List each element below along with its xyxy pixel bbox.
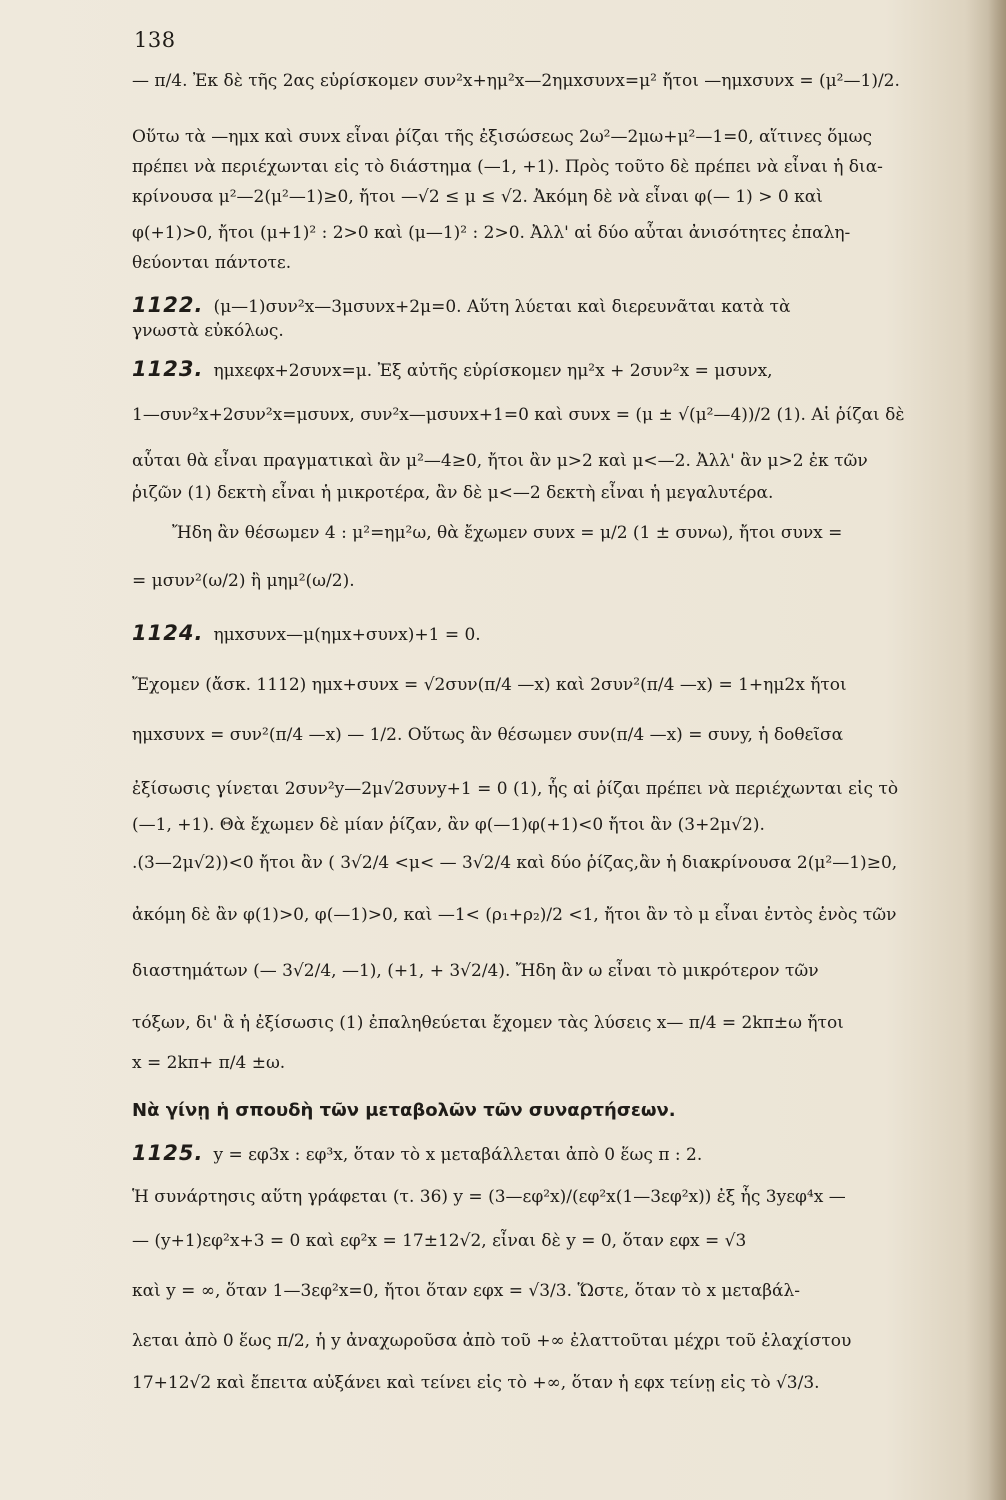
problem-1124 xyxy=(132,622,970,646)
problem-1123 xyxy=(132,358,970,382)
page-edge-shadow xyxy=(988,0,1006,1500)
text-line: καὶ y = ∞, ὅταν 1—3εφ²x=0, ἤτοι ὅταν εφx = √3/3. Ὥστε, ὅταν τὸ x μεταβάλ- xyxy=(132,1281,801,1301)
problem-number: 1124. xyxy=(132,621,204,645)
text-line: γνωστὰ εὐκόλως. xyxy=(132,321,284,341)
problem-number: 1122. xyxy=(132,293,204,317)
text-line: .(3—2μ√2))<0 ἤτοι ἂν ( 3√2/4 <μ< — 3√2/4 καὶ δύο ῥίζας,ἂν ἡ διακρίνουσα 2(μ²—1)≥0, xyxy=(132,853,898,873)
text-line: (μ—1)συν²x—3μσυνx+2μ=0. Αὕτη λύεται καὶ διερευνᾶται κατὰ τὰ xyxy=(213,297,791,317)
text-line: πρέπει νὰ περιέχωνται εἰς τὸ διάστημα (—1, +1). Πρὸς τοῦτο δὲ πρέπει νὰ εἶναι ἡ δια- xyxy=(132,157,883,177)
text-line: x = 2kπ+ π/4 ±ω. xyxy=(132,1053,286,1073)
text-line: ημxσυνx = συν²(π/4 —x) — 1/2. Οὕτως ἂν θέσωμεν συν(π/4 —x) = συνy, ἡ δοθεῖσα xyxy=(132,725,844,745)
text-line: = μσυν²(ω/2) ἢ μημ²(ω/2). xyxy=(132,571,355,591)
problem-1122 xyxy=(132,294,970,318)
problem-number: 1123. xyxy=(132,357,204,381)
text-line: λεται ἀπὸ 0 ἕως π/2, ἡ y ἀναχωροῦσα ἀπὸ τοῦ +∞ ἐλαττοῦται μέχρι τοῦ ἐλαχίστου xyxy=(132,1331,852,1351)
text-line: αὗται θὰ εἶναι πραγματικαὶ ἂν μ²—4≥0, ἤτοι ἂν μ>2 καὶ μ<—2. Ἀλλ' ἂν μ>2 ἐκ τῶν xyxy=(132,451,868,471)
text-line: διαστημάτων (— 3√2/4, —1), (+1, + 3√2/4). Ἤδη ἂν ω εἶναι τὸ μικρότερον τῶν xyxy=(132,961,819,981)
text-line: y = εφ3x : εφ³x, ὅταν τὸ x μεταβάλλεται ἀπὸ 0 ἕως π : 2. xyxy=(213,1145,703,1165)
text-line: ῥιζῶν (1) δεκτὴ εἶναι ἡ μικροτέρα, ἂν δὲ μ<—2 δεκτὴ εἶναι ἡ μεγαλυτέρα. xyxy=(132,483,774,503)
section-heading: Νὰ γίνῃ ἡ σπουδὴ τῶν μεταβολῶν τῶν συναρτήσεων. xyxy=(132,1100,676,1121)
text-line: ἐξίσωσις γίνεται 2συν²y—2μ√2συνy+1 = 0 (1), ἧς αἱ ῥίζαι πρέπει νὰ περιέχωνται εἰς τὸ xyxy=(132,779,899,799)
text-line: 17+12√2 καὶ ἔπειτα αὐξάνει καὶ τείνει εἰς τὸ +∞, ὅταν ἡ εφx τείνῃ εἰς τὸ √3/3. xyxy=(132,1373,820,1393)
text-line: φ(+1)>0, ἤτοι (μ+1)² : 2>0 καὶ (μ—1)² : 2>0. Ἀλλ' αἱ δύο αὗται ἀνισότητες ἐπαλη- xyxy=(132,223,851,243)
text-line: ημxεφx+2συνx=μ. Ἐξ αὐτῆς εὑρίσκομεν ημ²x + 2συν²x = μσυνx, xyxy=(213,361,773,381)
problem-1125 xyxy=(132,1142,970,1166)
text-line: (—1, +1). Θὰ ἔχωμεν δὲ μίαν ῥίζαν, ἂν φ(—1)φ(+1)<0 ἤτοι ἂν (3+2μ√2). xyxy=(132,815,765,835)
text-line: θεύονται πάντοτε. xyxy=(132,253,292,273)
text-line: Οὕτω τὰ —ημx καὶ συνx εἶναι ῥίζαι τῆς ἐξισώσεως 2ω²—2μω+μ²—1=0, αἵτινες ὅμως xyxy=(132,127,872,147)
problem-number: 1125. xyxy=(132,1141,204,1165)
text-line: Ἔχομεν (ἄσκ. 1112) ημx+συνx = √2συν(π/4 —x) καὶ 2συν²(π/4 —x) = 1+ημ2x ἤτοι xyxy=(132,675,847,695)
text-line: 1—συν²x+2συν²x=μσυνx, συν²x—μσυνx+1=0 καὶ συνx = (μ ± √(μ²—4))/2 (1). Αἱ ῥίζαι δὲ xyxy=(132,405,905,425)
text-line: ημxσυνx—μ(ημx+συνx)+1 = 0. xyxy=(213,625,481,645)
text-line: κρίνουσα μ²—2(μ²—1)≥0, ἤτοι —√2 ≤ μ ≤ √2. Ἀκόμη δὲ νὰ εἶναι φ(— 1) > 0 καὶ xyxy=(132,187,823,207)
text-line: Ἤδη ἂν θέσωμεν 4 : μ²=ημ²ω, θὰ ἔχωμεν συνx = μ/2 (1 ± συνω), ἤτοι συνx = xyxy=(172,523,843,543)
text-line: — π/4. Ἐκ δὲ τῆς 2ας εὑρίσκομεν συν²x+ημ²x—2ημxσυνx=μ² ἤτοι —ημxσυνx = (μ²—1)/2. xyxy=(132,71,900,91)
text-line: — (y+1)εφ²x+3 = 0 καὶ εφ²x = 17±12√2, εἶναι δὲ y = 0, ὅταν εφx = √3 xyxy=(132,1231,747,1251)
text-line: ἀκόμη δὲ ἂν φ(1)>0, φ(—1)>0, καὶ —1< (ρ₁+ρ₂)/2 <1, ἤτοι ἂν τὸ μ εἶναι ἐντὸς ἑνὸς τῶν xyxy=(132,905,897,925)
text-line: Ἡ συνάρτησις αὕτη γράφεται (τ. 36) y = (3—εφ²x)/(εφ²x(1—3εφ²x)) ἐξ ἧς 3yεφ⁴x — xyxy=(132,1187,846,1207)
page-number: 138 xyxy=(134,28,176,52)
text-line: τόξων, δι' ἃ ἡ ἐξίσωσις (1) ἐπαληθεύεται ἔχομεν τὰς λύσεις x— π/4 = 2kπ±ω ἤτοι xyxy=(132,1013,844,1033)
